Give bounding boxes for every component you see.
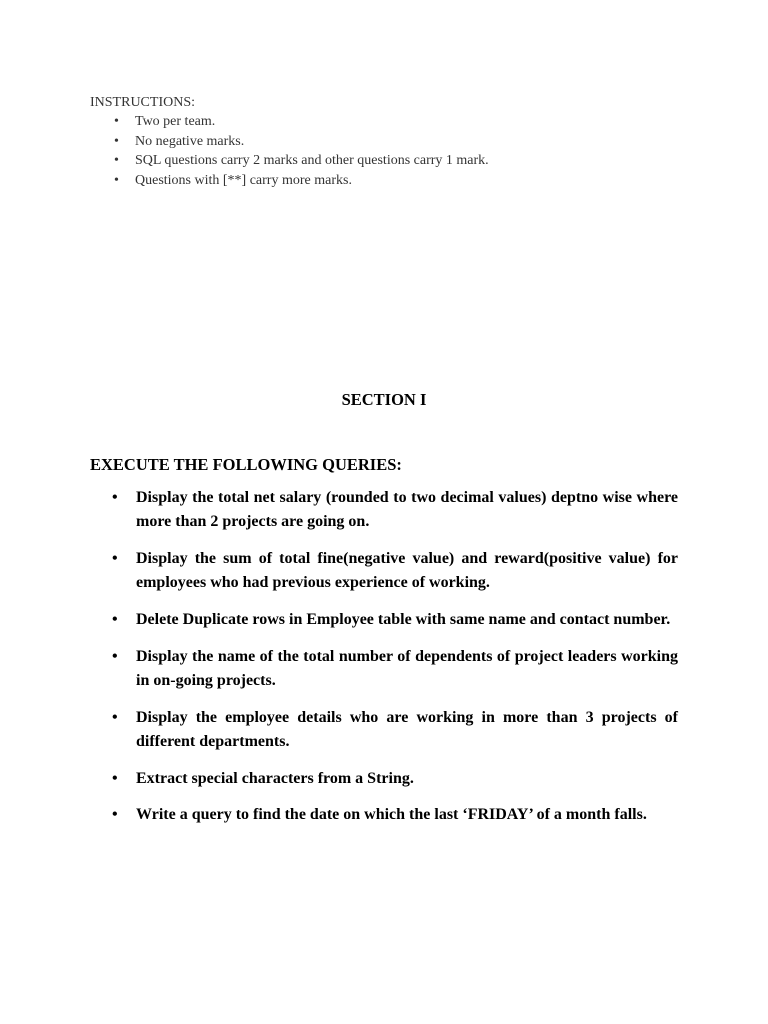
query-text: Extract special characters from a String. — [136, 770, 414, 787]
instructions-block — [90, 93, 650, 190]
query-item — [90, 645, 678, 693]
instruction-text: Two per team. — [135, 114, 216, 129]
bullet-icon: • — [112, 806, 118, 823]
instruction-item — [90, 151, 650, 171]
query-text: Display the name of the total number of dependents of project leaders working in on-going projects. — [136, 648, 678, 689]
query-item — [90, 803, 678, 827]
bullet-icon: • — [114, 172, 119, 188]
bullet-icon: • — [112, 550, 118, 567]
query-item — [90, 706, 678, 754]
bullet-icon: • — [112, 770, 118, 787]
bullet-icon: • — [114, 114, 119, 129]
instruction-text: No negative marks. — [135, 133, 245, 149]
instruction-text: SQL questions carry 2 marks and other questions carry 1 mark. — [135, 153, 489, 168]
queries-heading: EXECUTE THE FOLLOWING QUERIES: — [90, 455, 402, 474]
query-text: Delete Duplicate rows in Employee table with same name and contact number. — [136, 611, 671, 628]
instructions-heading: INSTRUCTIONS: — [90, 95, 196, 110]
bullet-icon: • — [112, 648, 118, 665]
instruction-item — [90, 132, 650, 152]
instructions-list — [90, 112, 650, 190]
bullet-icon: • — [114, 153, 119, 168]
query-item — [90, 608, 678, 632]
bullet-icon: • — [112, 709, 118, 726]
bullet-icon: • — [112, 611, 118, 628]
query-item — [90, 547, 678, 595]
query-text: Display the sum of total fine(negative value) and reward(positive value) for employees who had previous experience of working. — [136, 550, 678, 591]
bullet-icon: • — [112, 489, 118, 506]
instruction-item — [90, 171, 650, 191]
query-text: Display the total net salary (rounded to two decimal values) deptno wise where more than 2 projects are going on. — [136, 489, 678, 530]
queries-list — [90, 486, 678, 839]
query-item — [90, 767, 678, 791]
query-item — [90, 486, 678, 534]
query-text: Write a query to find the date on which the last ‘FRIDAY’ of a month falls. — [136, 806, 647, 823]
section-title: SECTION I — [341, 390, 427, 409]
instruction-item — [90, 112, 650, 132]
bullet-icon: • — [114, 133, 119, 149]
instruction-text: Questions with [**] carry more marks. — [135, 172, 352, 188]
query-text: Display the employee details who are working in more than 3 projects of different departments. — [136, 709, 678, 750]
